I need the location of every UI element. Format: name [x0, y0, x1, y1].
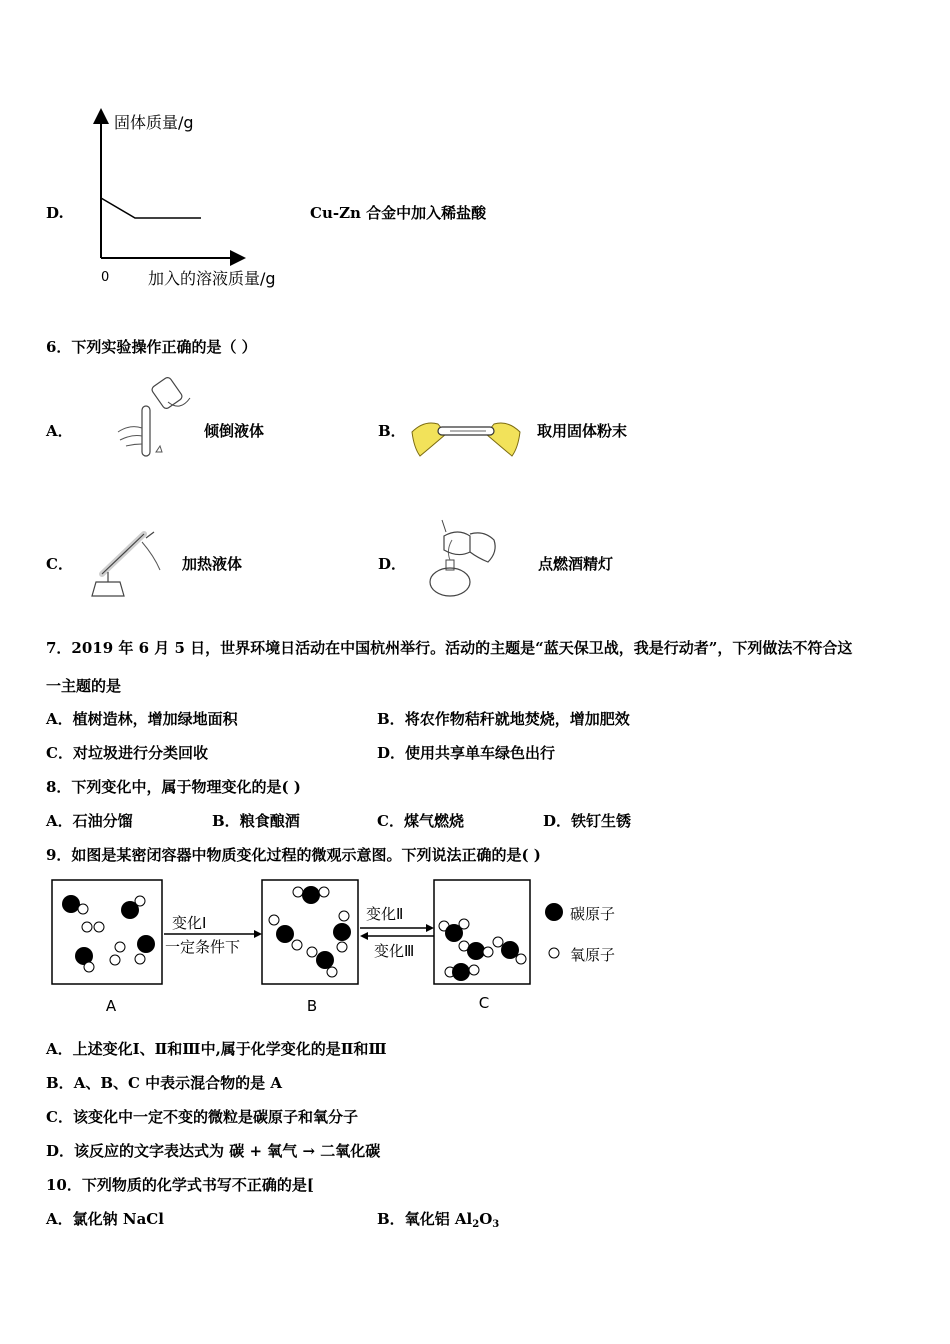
q6-option-d-label: D． — [378, 555, 407, 573]
y-axis-label: 固体质量/g — [114, 113, 194, 132]
oxygen-atom — [135, 954, 145, 964]
pour-liquid-illustration — [108, 372, 198, 462]
question-10-stem: 10．下列物质的化学式书写不正确的是[ — [46, 1176, 314, 1194]
q8-option-b: B．粮食酿酒 — [212, 812, 300, 830]
box-b-label: B — [306, 997, 318, 1015]
oxygen-atom — [327, 967, 337, 977]
question-7-stem-line2: 一主题的是 — [46, 677, 122, 695]
oxygen-atom — [292, 940, 302, 950]
q7-option-b: B．将农作物秸秆就地焚烧，增加肥效 — [377, 710, 630, 728]
oxygen-atom — [483, 947, 493, 957]
q7-option-a: A．植树造林，增加绿地面积 — [46, 710, 238, 728]
q7-option-c: C．对垃圾进行分类回收 — [46, 744, 208, 762]
oxygen-atom — [337, 942, 347, 952]
oxygen-atom — [339, 911, 349, 921]
oxygen-atom — [459, 919, 469, 929]
q9-option-b: B．A、B、C 中表示混合物的是 A — [46, 1074, 283, 1092]
q6-option-b-text: 取用固体粉末 — [537, 422, 628, 440]
oxygen-atom — [94, 922, 104, 932]
carbon-atom — [467, 942, 485, 960]
legend-carbon-label: 碳原子 — [570, 905, 616, 923]
legend-oxygen-icon — [549, 948, 559, 958]
mass-graph — [90, 110, 310, 295]
oxygen-atom — [78, 904, 88, 914]
light-lamp-illustration — [418, 518, 508, 604]
q8-option-d: D．铁钉生锈 — [543, 812, 632, 830]
oxygen-atom — [319, 887, 329, 897]
carbon-atom — [276, 925, 294, 943]
oxygen-atom — [82, 922, 92, 932]
arrow2-top-label: 变化Ⅱ — [366, 905, 404, 923]
carbon-atom — [137, 935, 155, 953]
q9-option-a: A．上述变化Ⅰ、Ⅱ和Ⅲ中,属于化学变化的是Ⅱ和Ⅲ — [46, 1040, 387, 1058]
data-line — [101, 198, 201, 218]
oxygen-atom — [307, 947, 317, 957]
oxygen-atom — [135, 896, 145, 906]
question-7-stem-line1: 7．2019 年 6 月 5 日，世界环境日活动在中国杭州举行。活动的主题是“蓝天保卫战，我是行动者”，下列做法不符合这 — [46, 639, 853, 657]
q6-option-d-text: 点燃酒精灯 — [538, 555, 614, 573]
oxygen-atom — [269, 915, 279, 925]
oxygen-atom — [293, 887, 303, 897]
origin-label: 0 — [101, 270, 110, 285]
particle-diagram-svg — [48, 876, 648, 1016]
q6-option-b-label: B． — [378, 422, 406, 440]
q9-option-c: C．该变化中一定不变的微粒是碳原子和氧分子 — [46, 1108, 358, 1126]
particle-diagram — [48, 876, 648, 1016]
q6-option-a-label: A． — [46, 422, 73, 440]
carbon-atom — [333, 923, 351, 941]
box-c-label: C — [478, 994, 490, 1012]
carbon-atom — [452, 963, 470, 981]
legend-carbon-icon — [545, 903, 563, 921]
arrow2-bottom-label: 变化Ⅲ — [374, 942, 415, 960]
question-9-stem: 9．如图是某密闭容器中物质变化过程的微观示意图。下列说法正确的是( ) — [46, 846, 541, 864]
oxygen-atom — [516, 954, 526, 964]
arrow1-top-label: 变化Ⅰ — [172, 914, 207, 932]
q6-option-a-text: 倾倒液体 — [204, 422, 265, 440]
q8-option-c: C．煤气燃烧 — [377, 812, 464, 830]
carbon-atom — [316, 951, 334, 969]
q6-option-c-text: 加热液体 — [182, 555, 243, 573]
heat-liquid-illustration — [84, 524, 174, 602]
q9-option-d: D．该反应的文字表达式为 碳 + 氧气 → 二氧化碳 — [46, 1142, 381, 1160]
oxygen-atom — [84, 962, 94, 972]
oxygen-atom — [469, 965, 479, 975]
q10-option-b: B．氧化铝 $Al_2O_3$ — [377, 1210, 500, 1230]
q7-option-d: D．使用共享单车绿色出行 — [377, 744, 556, 762]
carbon-atom — [302, 886, 320, 904]
legend-oxygen-label: 氧原子 — [570, 946, 616, 964]
option-label-d: D. — [46, 204, 64, 222]
arrow1-bottom-label: 一定条件下 — [165, 938, 241, 956]
question-6-stem: 6．下列实验操作正确的是（ ） — [46, 338, 257, 356]
x-axis-label: 加入的溶液质量/g — [148, 269, 276, 288]
oxygen-atom — [493, 937, 503, 947]
question-8-stem: 8．下列变化中，属于物理变化的是( ) — [46, 778, 301, 796]
q10-option-a: A．氯化钠 NaCl — [46, 1210, 164, 1228]
option-d-description: Cu-Zn 合金中加入稀盐酸 — [310, 204, 487, 222]
powder-tube-illustration — [410, 412, 522, 464]
q8-option-a: A．石油分馏 — [46, 812, 133, 830]
carbon-atom — [62, 895, 80, 913]
q6-option-c-label: C． — [46, 555, 73, 573]
oxygen-atom — [110, 955, 120, 965]
box-a-label: A — [105, 997, 117, 1015]
oxygen-atom — [115, 942, 125, 952]
